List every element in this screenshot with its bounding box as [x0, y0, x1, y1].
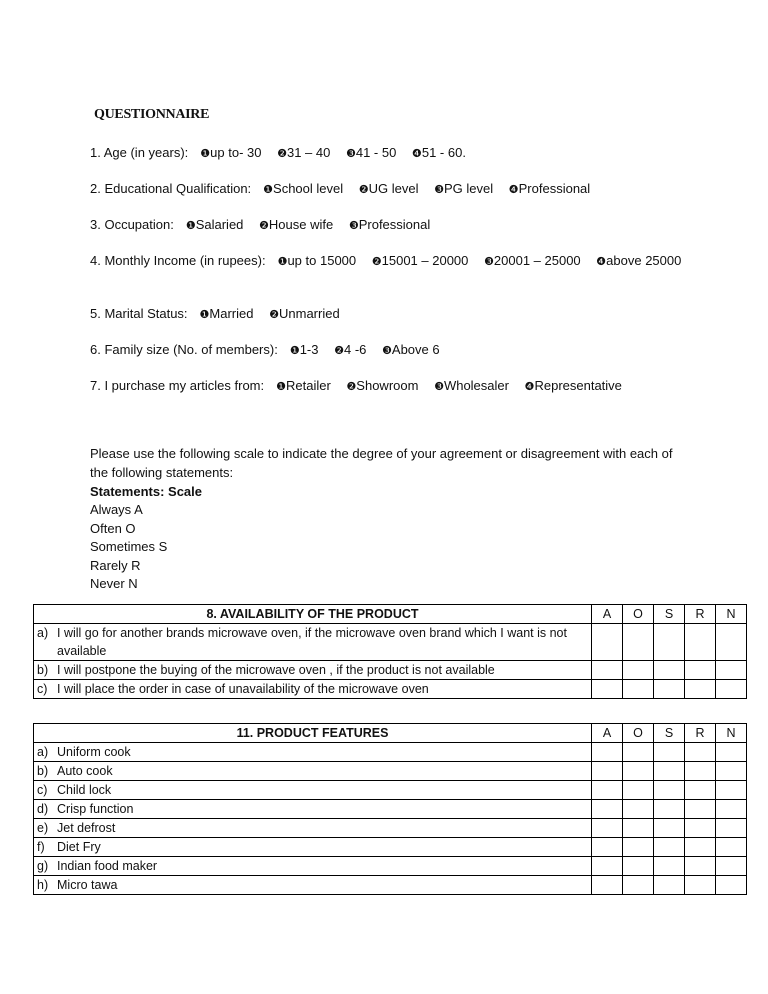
- statement-text: Micro tawa: [57, 878, 118, 892]
- response-cell[interactable]: [623, 876, 654, 895]
- option[interactable]: [484, 253, 581, 268]
- option[interactable]: [372, 253, 469, 268]
- product-features-table: [33, 723, 747, 895]
- response-cell[interactable]: [716, 819, 747, 838]
- option[interactable]: [276, 378, 331, 393]
- response-cell[interactable]: [654, 800, 685, 819]
- table-row: [34, 838, 747, 857]
- row-letter: f): [37, 840, 45, 854]
- option[interactable]: [277, 145, 330, 160]
- option-label: above 25000: [606, 253, 682, 268]
- response-cell[interactable]: [592, 838, 623, 857]
- scale-column-header: N: [716, 724, 747, 743]
- option[interactable]: [334, 342, 366, 357]
- scale-column-header: R: [685, 724, 716, 743]
- statement-text: Jet defrost: [57, 821, 116, 835]
- option-number-icon: ❷: [334, 344, 344, 357]
- response-cell[interactable]: [654, 624, 685, 661]
- option-label: PG level: [444, 181, 494, 196]
- response-cell[interactable]: [685, 762, 716, 781]
- response-cell[interactable]: [623, 800, 654, 819]
- response-cell[interactable]: [592, 661, 623, 680]
- question-1: [90, 143, 690, 163]
- option[interactable]: [434, 181, 493, 196]
- question-label: 1. Age (in years):: [90, 145, 189, 160]
- option-label: Married: [209, 306, 254, 321]
- option-number-icon: ❸: [484, 255, 494, 268]
- response-cell[interactable]: [685, 624, 716, 661]
- table-row: [34, 857, 747, 876]
- row-letter: h): [37, 878, 49, 892]
- option-label: Representative: [534, 378, 622, 393]
- option[interactable]: [200, 145, 261, 160]
- option-label: Professional: [358, 217, 431, 232]
- response-cell[interactable]: [592, 680, 623, 699]
- option[interactable]: [186, 217, 244, 232]
- question-label: 6. Family size (No. of members):: [90, 342, 278, 357]
- scale-column-header: S: [654, 605, 685, 624]
- response-cell[interactable]: [716, 680, 747, 699]
- option-label: School level: [273, 181, 344, 196]
- response-cell[interactable]: [685, 661, 716, 680]
- response-cell[interactable]: [685, 876, 716, 895]
- response-cell[interactable]: [685, 743, 716, 762]
- statement-text: Child lock: [57, 783, 112, 797]
- option[interactable]: [259, 217, 333, 232]
- option-label: up to 15000: [287, 253, 357, 268]
- option-number-icon: ❸: [345, 147, 356, 160]
- option-label: Unmarried: [279, 306, 340, 321]
- question-2: [90, 179, 690, 199]
- option-label: 20001 – 25000: [493, 253, 581, 268]
- statement-text: I will place the order in case of unavailability of the microwave oven: [57, 682, 429, 696]
- response-cell[interactable]: [654, 661, 685, 680]
- scale-column-header: O: [623, 724, 654, 743]
- scale-column-header: O: [623, 605, 654, 624]
- statement-text: Uniform cook: [57, 745, 131, 759]
- option[interactable]: [349, 217, 430, 232]
- scale-item: Often O: [90, 520, 136, 536]
- statement-text: Diet Fry: [57, 840, 101, 854]
- response-cell[interactable]: [716, 876, 747, 895]
- response-cell[interactable]: [654, 781, 685, 800]
- question-label: 2. Educational Qualification:: [90, 181, 252, 196]
- question-label: 4. Monthly Income (in rupees):: [90, 253, 266, 268]
- table-heading: 11. PRODUCT FEATURES: [34, 724, 592, 743]
- question-7: [90, 376, 690, 396]
- question-label: 3. Occupation:: [90, 217, 174, 232]
- table-heading: 8. AVAILABILITY OF THE PRODUCT: [34, 605, 592, 624]
- response-cell[interactable]: [592, 762, 623, 781]
- scale-column-header: A: [592, 724, 623, 743]
- statement-text: Indian food maker: [57, 859, 158, 873]
- table-row: [34, 661, 747, 680]
- option-number-icon: ❹: [596, 255, 607, 268]
- option-label: 31 – 40: [286, 145, 331, 160]
- option[interactable]: [434, 378, 509, 393]
- response-cell[interactable]: [592, 743, 623, 762]
- page-title: QUESTIONNAIRE: [94, 107, 210, 122]
- statement-text: I will postpone the buying of the microwave oven , if the product is not available: [57, 663, 495, 677]
- scale-column-header: A: [592, 605, 623, 624]
- statement-text: Crisp function: [57, 802, 134, 816]
- table-row: [34, 743, 747, 762]
- scale-item: Never N: [90, 576, 138, 591]
- option-number-icon: ❸: [434, 183, 444, 196]
- option-number-icon: ❷: [371, 255, 382, 268]
- statement-text: Auto cook: [57, 764, 113, 778]
- response-cell[interactable]: [654, 857, 685, 876]
- option-number-icon: ❷: [259, 219, 269, 232]
- scale-heading: Statements: Scale: [90, 484, 202, 499]
- option-number-icon: ❸: [382, 344, 392, 357]
- response-cell[interactable]: [716, 661, 747, 680]
- question-5: [90, 304, 690, 324]
- instructions-block: [90, 444, 680, 594]
- response-cell[interactable]: [623, 781, 654, 800]
- option[interactable]: [596, 253, 681, 268]
- table-row: [34, 800, 747, 819]
- row-letter: b): [37, 764, 49, 778]
- option-number-icon: ❷: [346, 380, 357, 393]
- option-label: Above 6: [391, 342, 440, 357]
- question-3: [90, 215, 690, 235]
- scale-column-header: R: [685, 605, 716, 624]
- option-label: 15001 – 20000: [381, 253, 469, 268]
- option[interactable]: [346, 378, 418, 393]
- option-number-icon: ❸: [348, 219, 359, 232]
- option[interactable]: [290, 342, 319, 357]
- option-number-icon: ❸: [434, 380, 444, 393]
- response-cell[interactable]: [623, 624, 654, 661]
- table-header-row: [34, 605, 747, 624]
- response-cell[interactable]: [716, 857, 747, 876]
- option-label: Wholesaler: [443, 378, 509, 393]
- response-cell[interactable]: [716, 800, 747, 819]
- option-number-icon: ❷: [358, 183, 369, 196]
- availability-table: [33, 604, 747, 699]
- option-label: House wife: [268, 217, 334, 232]
- option-number-icon: ❶: [200, 147, 211, 160]
- row-letter: c): [37, 783, 48, 797]
- response-cell[interactable]: [716, 743, 747, 762]
- response-cell[interactable]: [654, 743, 685, 762]
- option-number-icon: ❹: [508, 183, 519, 196]
- response-cell[interactable]: [623, 857, 654, 876]
- response-cell[interactable]: [685, 800, 716, 819]
- option-label: 1-3: [299, 342, 319, 357]
- response-cell[interactable]: [654, 838, 685, 857]
- option[interactable]: [269, 306, 340, 321]
- scale-item: Always A: [90, 502, 143, 517]
- table-header-row: [34, 724, 747, 743]
- option-label: Retailer: [286, 378, 331, 393]
- scale-item: Sometimes S: [90, 539, 168, 554]
- response-cell[interactable]: [685, 680, 716, 699]
- row-letter: d): [37, 802, 49, 816]
- response-cell[interactable]: [592, 624, 623, 661]
- option-number-icon: ❶: [263, 183, 274, 196]
- option[interactable]: [263, 181, 343, 196]
- question-6: [90, 340, 690, 360]
- response-cell[interactable]: [623, 838, 654, 857]
- response-cell[interactable]: [623, 762, 654, 781]
- response-cell[interactable]: [654, 762, 685, 781]
- response-cell[interactable]: [623, 819, 654, 838]
- scale-column-header: S: [654, 724, 685, 743]
- table-row: [34, 781, 747, 800]
- response-cell[interactable]: [592, 800, 623, 819]
- option[interactable]: [412, 145, 466, 160]
- option-label: 4 -6: [344, 342, 367, 357]
- table-row: [34, 624, 747, 661]
- option-number-icon: ❶: [289, 344, 300, 357]
- table-row: [34, 680, 747, 699]
- option[interactable]: [278, 253, 357, 268]
- option-label: UG level: [368, 181, 419, 196]
- response-cell[interactable]: [685, 857, 716, 876]
- option[interactable]: [359, 181, 419, 196]
- instructions-text: Please use the following scale to indicate the degree of your agreement or disagreement with each of the following statements:: [90, 446, 673, 480]
- option[interactable]: [525, 378, 622, 393]
- row-letter: a): [37, 626, 49, 640]
- table-row: [34, 762, 747, 781]
- row-letter: e): [37, 821, 49, 835]
- row-letter: g): [37, 859, 49, 873]
- option-label: up to- 30: [210, 145, 262, 160]
- response-cell[interactable]: [623, 680, 654, 699]
- option-label: 41 - 50: [355, 145, 397, 160]
- option-label: 51 - 60.: [421, 145, 466, 160]
- row-letter: b): [37, 663, 49, 677]
- option-number-icon: ❷: [277, 147, 287, 160]
- option-number-icon: ❶: [199, 308, 210, 321]
- response-cell[interactable]: [592, 781, 623, 800]
- option-number-icon: ❶: [277, 255, 288, 268]
- response-cell[interactable]: [654, 819, 685, 838]
- option[interactable]: [509, 181, 590, 196]
- question-4: [90, 251, 690, 271]
- response-cell[interactable]: [685, 838, 716, 857]
- response-cell[interactable]: [623, 661, 654, 680]
- option-label: Professional: [518, 181, 591, 196]
- table-row: [34, 819, 747, 838]
- option-number-icon: ❶: [185, 219, 196, 232]
- option-number-icon: ❹: [411, 147, 422, 160]
- response-cell[interactable]: [716, 838, 747, 857]
- option[interactable]: [200, 306, 254, 321]
- scale-item: Rarely R: [90, 557, 141, 573]
- question-label: 5. Marital Status:: [90, 306, 188, 321]
- row-letter: a): [37, 745, 49, 759]
- scale-list: [90, 501, 680, 594]
- option-number-icon: ❷: [269, 308, 279, 321]
- option-number-icon: ❶: [276, 380, 286, 393]
- response-cell[interactable]: [654, 680, 685, 699]
- option-number-icon: ❹: [524, 380, 535, 393]
- table-row: [34, 876, 747, 895]
- response-cell[interactable]: [592, 819, 623, 838]
- response-cell[interactable]: [716, 762, 747, 781]
- option[interactable]: [382, 342, 440, 357]
- response-cell[interactable]: [685, 819, 716, 838]
- response-cell[interactable]: [716, 624, 747, 661]
- response-cell[interactable]: [685, 781, 716, 800]
- response-cell[interactable]: [654, 876, 685, 895]
- option-label: Showroom: [356, 378, 419, 393]
- option-label: Salaried: [195, 217, 244, 232]
- question-label: 7. I purchase my articles from:: [90, 378, 265, 393]
- option[interactable]: [346, 145, 396, 160]
- response-cell[interactable]: [592, 857, 623, 876]
- response-cell[interactable]: [716, 781, 747, 800]
- response-cell[interactable]: [592, 876, 623, 895]
- response-cell[interactable]: [623, 743, 654, 762]
- scale-column-header: N: [716, 605, 747, 624]
- row-letter: c): [37, 682, 48, 696]
- statement-text: I will go for another brands microwave oven, if the microwave oven brand which I want is not available: [57, 626, 567, 658]
